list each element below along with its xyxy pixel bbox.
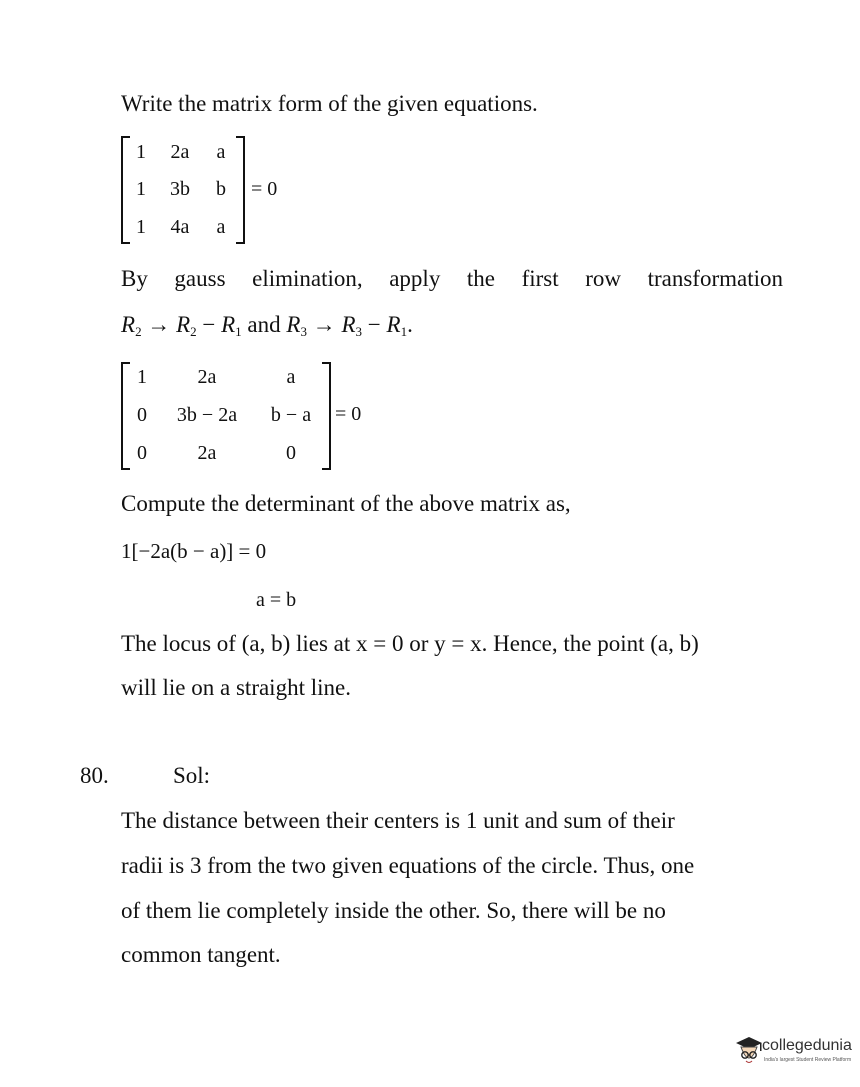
- locus-text-line1: The locus of (a, b) lies at x = 0 or y = x. Hence, the point (a, b): [121, 631, 699, 656]
- matrix-cell: 2a: [170, 141, 190, 163]
- question-number: 80.: [80, 763, 109, 788]
- equals-zero: = 0: [251, 178, 278, 200]
- solution-label: Sol:: [173, 763, 211, 788]
- matrix-cell: b − a: [270, 404, 312, 426]
- matrix-cell: 1: [136, 141, 146, 163]
- matrix-cell: 2a: [197, 442, 217, 464]
- matrix-cell: b: [216, 178, 226, 200]
- determinant-expression: 1[−2a(b − a)] = 0: [121, 539, 267, 563]
- equals-zero: = 0: [335, 403, 362, 425]
- matrix-original: [121, 136, 245, 244]
- matrix-cell: 2a: [197, 366, 217, 388]
- solution-line: radii is 3 from the two given equations of the circle. Thus, one: [121, 853, 695, 878]
- instruction-text: Write the matrix form of the given equations.: [121, 91, 538, 116]
- logo-tagline: India's largest Student Review Platform: [764, 1057, 852, 1063]
- compute-text: Compute the determinant of the above matrix as,: [121, 491, 571, 516]
- row-transformation: $R_2 \to R_2 - R_1$ and $R_3 \to R_3 - R_1$.: [121, 312, 413, 339]
- gauss-text: By gauss elimination, apply the first row transformation: [121, 266, 783, 291]
- matrix-right-bracket: [236, 136, 245, 244]
- matrix-cell: a: [216, 216, 226, 238]
- matrix-right-bracket: [322, 362, 331, 470]
- matrix-cell: 1: [136, 178, 146, 200]
- matrix-left-bracket: [121, 136, 130, 244]
- matrix-cell: 3b: [170, 178, 190, 200]
- matrix-cell: a: [286, 366, 296, 388]
- logo-wordmark: collegedunia: [762, 1037, 852, 1054]
- matrix-cell: 3b − 2a: [176, 404, 238, 426]
- matrix-cell: a: [216, 141, 226, 163]
- matrix-cell: 0: [286, 442, 296, 464]
- collegedunia-logo: [734, 1031, 854, 1075]
- student-mascot-icon: [734, 1033, 764, 1073]
- matrix-reduced: [121, 362, 331, 470]
- locus-text-line2: will lie on a straight line.: [121, 675, 351, 700]
- matrix-cell: 1: [136, 216, 146, 238]
- matrix-cell: 1: [137, 366, 147, 388]
- solution-line: common tangent.: [121, 942, 281, 967]
- matrix-left-bracket: [121, 362, 130, 470]
- matrix-cell: 0: [137, 442, 147, 464]
- matrix-cell: 4a: [170, 216, 190, 238]
- solution-line: of them lie completely inside the other. So, there will be no: [121, 898, 666, 923]
- determinant-result: a = b: [256, 589, 297, 611]
- matrix-cell: 0: [137, 404, 147, 426]
- solution-line: The distance between their centers is 1 unit and sum of their: [121, 808, 675, 833]
